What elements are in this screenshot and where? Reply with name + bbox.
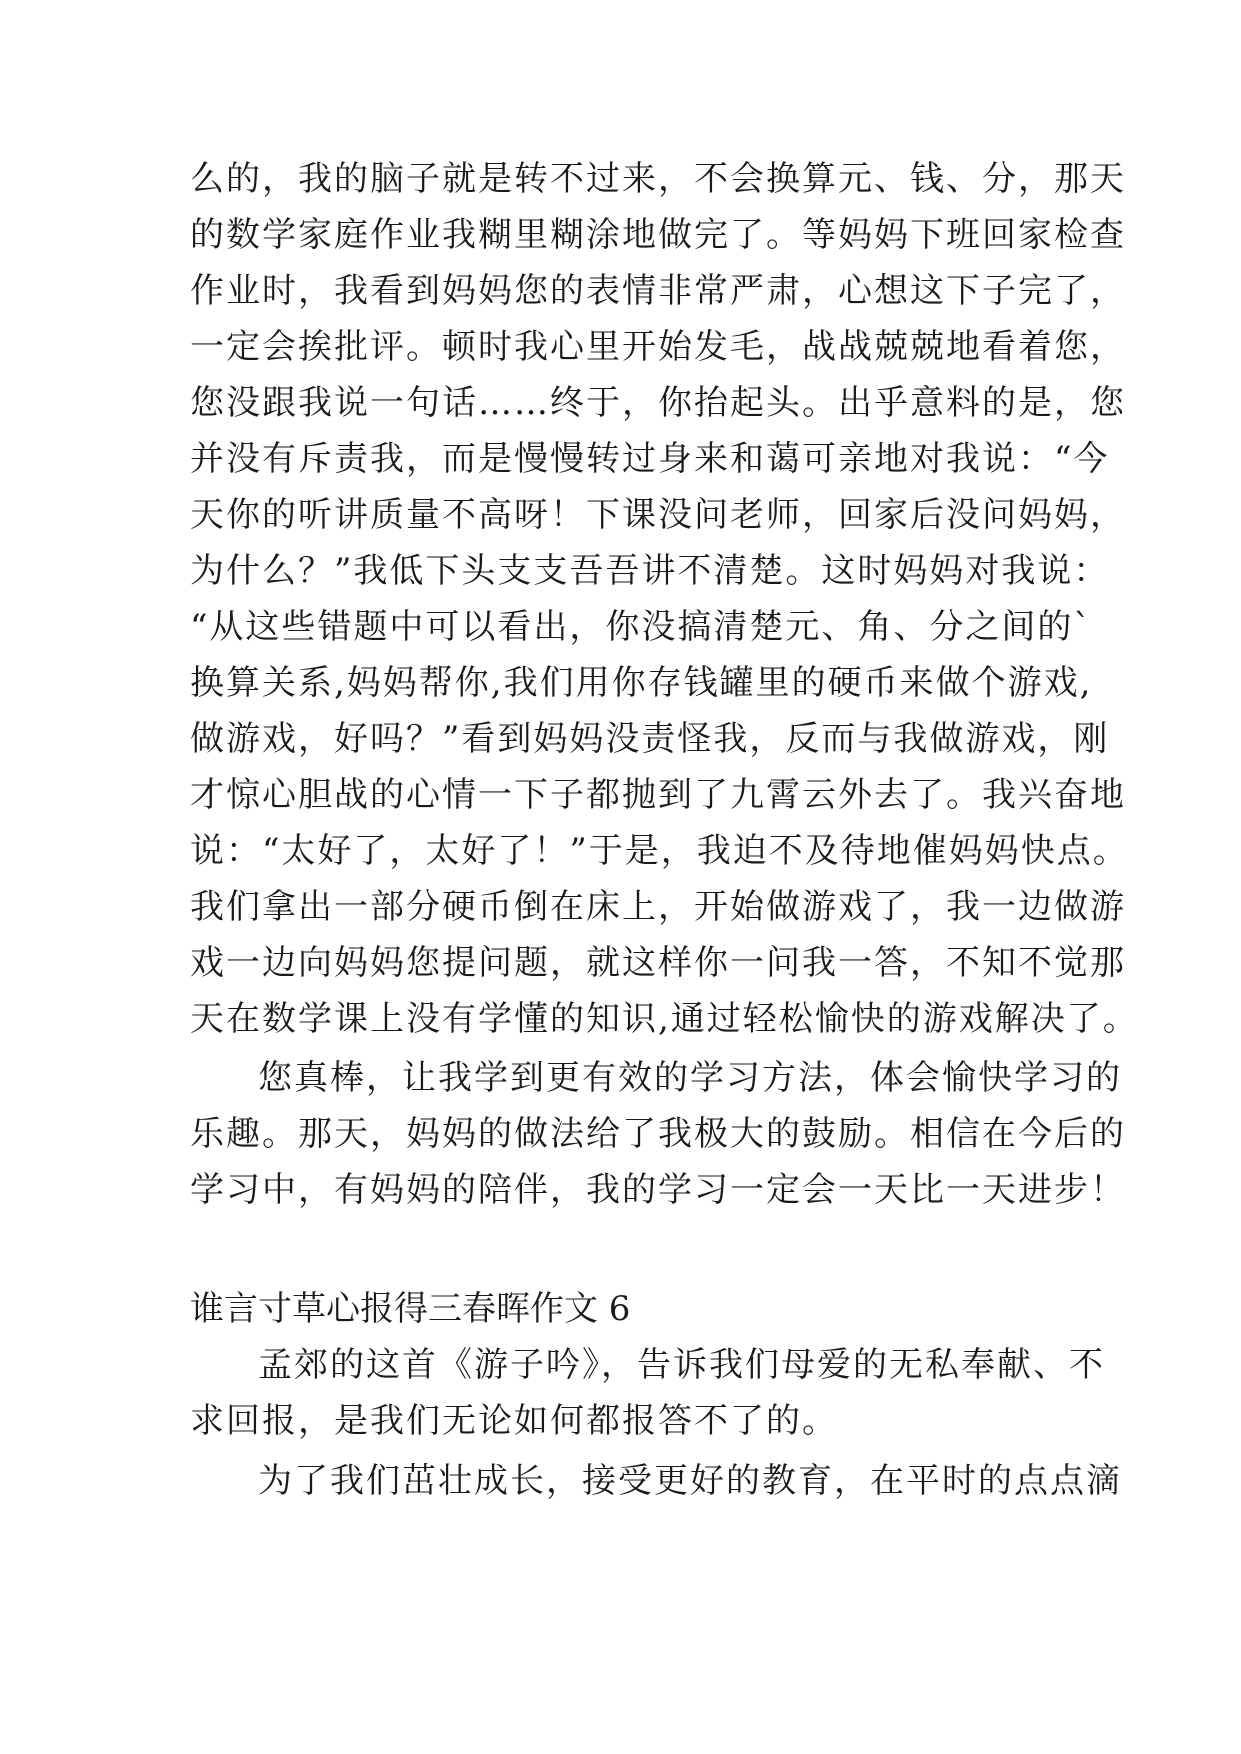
paragraph-first-line: 为了我们茁壮成长，接受更好的教育，在平时的点点滴 [258, 1461, 1122, 1501]
body-text-line: 的数学家庭作业我糊里糊涂地做完了。等妈妈下班回家检查 [190, 215, 1126, 255]
body-text-line: 作业时，我看到妈妈您的表情非常严肃，心想这下子完了， [190, 271, 1126, 311]
body-text-line: 天你的听讲质量不高呀！下课没问老师，回家后没问妈妈， [190, 495, 1126, 535]
paragraph-first-line: 您真棒，让我学到更有效的学习方法，体会愉快学习的 [258, 1058, 1122, 1098]
body-text-line: 并没有斥责我，而是慢慢转过身来和蔼可亲地对我说：“今 [190, 439, 1110, 479]
section-heading: 谁言寸草心报得三春晖作文 6 [190, 1289, 631, 1329]
body-text-line: 您没跟我说一句话……终于，你抬起头。出乎意料的是，您 [190, 383, 1126, 423]
body-text-line: 求回报，是我们无论如何都报答不了的。 [190, 1401, 838, 1441]
body-text-line: 么的，我的脑子就是转不过来，不会换算元、钱、分，那天 [190, 159, 1126, 199]
paragraph-first-line: 孟郊的这首《游子吟》，告诉我们母爱的无私奉献、不 [258, 1345, 1105, 1385]
body-text-line: “从这些错题中可以看出，你没搞清楚元、角、分之间的` [190, 607, 1093, 647]
body-text-line: 我们拿出一部分硬币倒在床上，开始做游戏了，我一边做游 [190, 887, 1126, 927]
body-text-line: 做游戏，好吗？”看到妈妈没责怪我，反而与我做游戏，刚 [190, 719, 1110, 759]
body-text-line: 天在数学课上没有学懂的知识,通过轻松愉快的游戏解决了。 [190, 999, 1139, 1039]
body-text-line: 说：“太好了，太好了！”于是，我迫不及待地催妈妈快点。 [190, 831, 1129, 871]
body-text-line: 换算关系,妈妈帮你,我们用你存钱罐里的硬币来做个游戏, [190, 663, 1093, 703]
body-text-line: 才惊心胆战的心情一下子都抛到了九霄云外去了。我兴奋地 [190, 775, 1126, 815]
body-text-line: 乐趣。那天，妈妈的做法给了我极大的鼓励。相信在今后的 [190, 1114, 1126, 1154]
body-text-line: 为什么？”我低下头支支吾吾讲不清楚。这时妈妈对我说： [190, 551, 1110, 591]
body-text-line: 戏一边向妈妈您提问题，就这样你一问我一答，不知不觉那 [190, 943, 1126, 983]
body-text-line: 学习中，有妈妈的陪伴，我的学习一定会一天比一天进步！ [190, 1170, 1126, 1210]
body-text-line: 一定会挨批评。顿时我心里开始发毛，战战兢兢地看着您， [190, 327, 1126, 367]
